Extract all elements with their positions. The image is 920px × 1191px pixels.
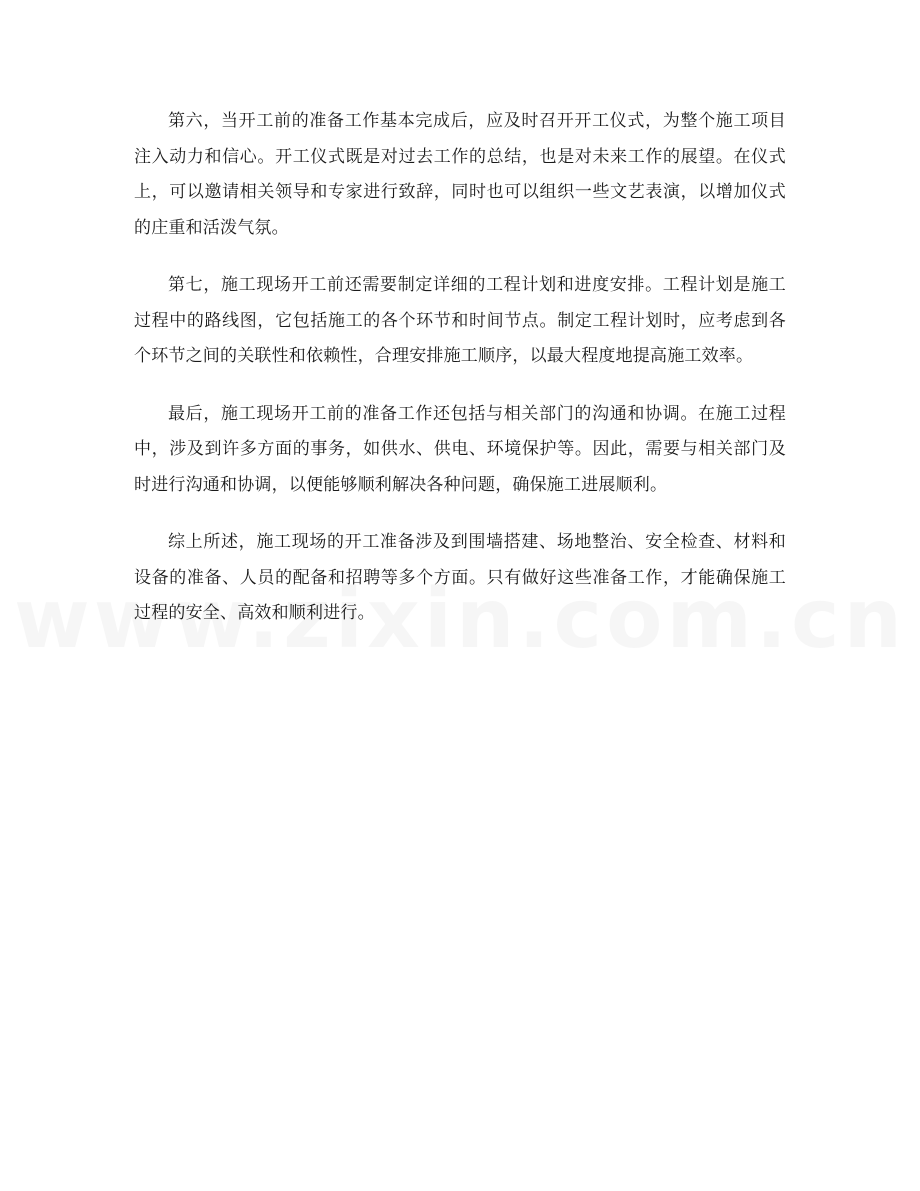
- paragraph-summary: 综上所述，施工现场的开工准备涉及到围墙搭建、场地整治、安全检查、材料和设备的准备、人员的配备和招聘等多个方面。只有做好这些准备工作，才能确保施工过程的安全、高效和顺利进行。: [134, 532, 786, 623]
- paragraph-finally: 最后，施工现场开工前的准备工作还包括与相关部门的沟通和协调。在施工过程中，涉及到许多方面的事务，如供水、供电、环境保护等。因此，需要与相关部门及时进行沟通和协调，以便能够顺利解决各种问题，确保施工进展顺利。: [134, 403, 786, 495]
- paragraph-seventh: 第七，施工现场开工前还需要制定详细的工程计划和进度安排。工程计划是施工过程中的路线图，它包括施工的各个环节和时间节点。制定工程计划时，应考虑到各个环节之间的关联性和依赖性，合理安排施工顺序，以最大程度地提高施工效率。: [134, 275, 786, 366]
- paragraph-sixth: 第六，当开工前的准备工作基本完成后，应及时召开开工仪式，为整个施工项目注入动力和信心。开工仪式既是对过去工作的总结，也是对未来工作的展望。在仪式上，可以邀请相关领导和专家进行致辞，同时也可以组织一些文艺表演，以增加仪式的庄重和活泼气氛。: [134, 111, 786, 238]
- document-body: [134, 104, 786, 654]
